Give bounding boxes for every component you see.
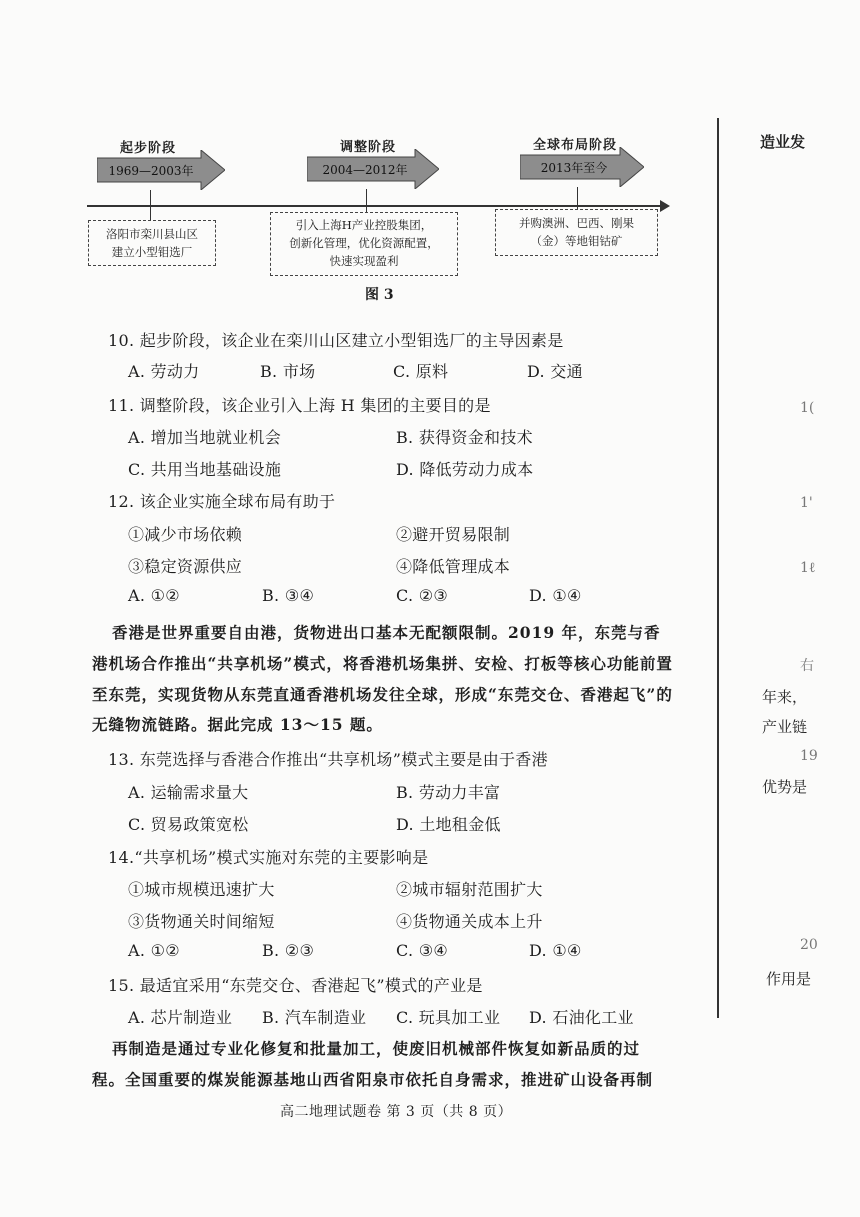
question-10-option-b: B. 市场 bbox=[260, 362, 316, 381]
question-15-option-a: A. 芯片制造业 bbox=[128, 1008, 233, 1027]
right-fragment: 1' bbox=[800, 495, 813, 511]
stage-2-desc-line: 创新化管理，优化资源配置， bbox=[289, 236, 439, 250]
question-10-stem: 10. 起步阶段，该企业在栾川山区建立小型钼选厂的主导因素是 bbox=[108, 331, 564, 350]
question-13-option-d: D. 土地租金低 bbox=[396, 815, 501, 834]
stage-1-period: 1969—2003年 bbox=[108, 163, 194, 178]
question-14-item-3: ③货物通关时间缩短 bbox=[128, 912, 275, 931]
question-14-item-2: ②城市辐射范围扩大 bbox=[396, 880, 543, 899]
question-14-option-d: D. ①④ bbox=[529, 941, 582, 960]
question-11-option-a: A. 增加当地就业机会 bbox=[128, 428, 282, 447]
stage-1-desc-line: 洛阳市栾川县山区 bbox=[106, 227, 198, 241]
question-14-option-a: A. ①② bbox=[128, 941, 180, 960]
page-footer: 高二地理试题卷 第 3 页（共 8 页） bbox=[280, 1104, 513, 1120]
stage-3-description bbox=[495, 209, 658, 256]
question-13-option-c: C. 贸易政策宽松 bbox=[128, 815, 249, 834]
question-15-option-c: C. 玩具加工业 bbox=[396, 1008, 501, 1027]
question-12-option-d: D. ①④ bbox=[529, 586, 582, 605]
question-12-option-c: C. ②③ bbox=[396, 586, 449, 605]
right-fragment: 19 bbox=[800, 748, 818, 764]
stage-3-period: 2013年至今 bbox=[540, 160, 608, 175]
timeline-axis bbox=[87, 205, 662, 207]
stage-1-desc-line: 建立小型钼选厂 bbox=[111, 245, 193, 259]
question-14-item-1: ①城市规模迅速扩大 bbox=[128, 880, 275, 899]
stage-1-arrow bbox=[97, 150, 225, 190]
stage-2-desc-line: 快速实现盈利 bbox=[329, 254, 399, 268]
stage-1-title: 起步阶段 bbox=[120, 141, 177, 156]
stage-1-description bbox=[88, 220, 216, 266]
passage-line: 港机场合作推出“共享机场”模式，将香港机场集拼、安检、打板等核心功能前置 bbox=[92, 654, 673, 673]
question-11-option-b: B. 获得资金和技术 bbox=[396, 428, 533, 447]
question-11-option-d: D. 降低劳动力成本 bbox=[396, 460, 534, 479]
right-fragment: 1( bbox=[800, 400, 815, 416]
timeline-tick-3 bbox=[577, 187, 578, 210]
question-12-item-3: ③稳定资源供应 bbox=[128, 557, 243, 576]
stage-2-period: 2004—2012年 bbox=[322, 162, 408, 177]
question-13-option-a: A. 运输需求量大 bbox=[128, 783, 249, 802]
stage-3-title: 全球布局阶段 bbox=[533, 138, 618, 153]
question-14-stem: 14.“共享机场”模式实施对东莞的主要影响是 bbox=[108, 848, 429, 867]
question-12-item-2: ②避开贸易限制 bbox=[396, 525, 511, 544]
question-15-option-b: B. 汽车制造业 bbox=[262, 1008, 367, 1027]
right-fragment: 20 bbox=[800, 937, 818, 953]
question-11-option-c: C. 共用当地基础设施 bbox=[128, 460, 282, 479]
question-14-option-c: C. ③④ bbox=[396, 941, 449, 960]
right-fragment: 作用是 bbox=[766, 970, 812, 988]
timeline-tick-2 bbox=[366, 189, 367, 214]
passage-line: 无缝物流链路。据此完成 13～15 题。 bbox=[92, 715, 383, 734]
stage-2-desc-line: 引入上海H产业控股集团， bbox=[295, 218, 433, 232]
timeline-tick-1 bbox=[150, 190, 151, 220]
right-fragment: 右 bbox=[800, 658, 814, 674]
question-14-option-b: B. ②③ bbox=[262, 941, 315, 960]
right-fragment: 1ℓ bbox=[800, 560, 816, 576]
question-12-item-4: ④降低管理成本 bbox=[396, 557, 511, 576]
question-10-option-a: A. 劳动力 bbox=[128, 362, 200, 381]
stage-2-arrow bbox=[307, 149, 439, 189]
question-15-option-d: D. 石油化工业 bbox=[529, 1008, 634, 1027]
question-13-stem: 13. 东莞选择与香港合作推出“共享机场”模式主要是由于香港 bbox=[108, 750, 548, 769]
question-13-option-b: B. 劳动力丰富 bbox=[396, 783, 501, 802]
stage-3-arrow bbox=[520, 147, 644, 187]
stage-2-description bbox=[270, 212, 458, 276]
timeline-arrowhead bbox=[660, 200, 670, 212]
question-10-option-d: D. 交通 bbox=[527, 362, 583, 381]
passage-line: 再制造是通过专业化修复和批量加工，使废旧机械部件恢复如新品质的过 bbox=[112, 1039, 641, 1058]
question-11-stem: 11. 调整阶段，该企业引入上海 H 集团的主要目的是 bbox=[108, 396, 491, 415]
stage-3-desc-line: 并购澳洲、巴西、刚果 bbox=[519, 216, 634, 230]
stage-2-title: 调整阶段 bbox=[340, 140, 397, 155]
question-12-stem: 12. 该企业实施全球布局有助于 bbox=[108, 492, 336, 511]
stage-3-desc-line: （金）等地钼钴矿 bbox=[530, 234, 623, 248]
question-10-option-c: C. 原料 bbox=[393, 362, 449, 381]
right-fragment: 年来， bbox=[762, 688, 808, 706]
passage-line: 程。全国重要的煤炭能源基地山西省阳泉市依托自身需求，推进矿山设备再制 bbox=[92, 1070, 654, 1089]
passage-line: 至东莞，实现货物从东莞直通香港机场发往全球，形成“东莞交仓、香港起飞”的 bbox=[92, 685, 673, 704]
question-12-option-b: B. ③④ bbox=[262, 586, 315, 605]
right-fragment: 优势是 bbox=[762, 778, 808, 796]
figure-caption: 图 3 bbox=[365, 287, 394, 303]
question-12-item-1: ①减少市场依赖 bbox=[128, 525, 243, 544]
question-12-option-a: A. ①② bbox=[128, 586, 180, 605]
passage-line: 香港是世界重要自由港，货物进出口基本无配额限制。2019 年，东莞与香 bbox=[112, 623, 661, 642]
question-14-item-4: ④货物通关成本上升 bbox=[396, 912, 543, 931]
column-divider bbox=[717, 118, 719, 1018]
right-fragment: 产业链 bbox=[762, 718, 808, 736]
question-15-stem: 15. 最适宜采用“东莞交仓、香港起飞”模式的产业是 bbox=[108, 976, 483, 995]
right-fragment: 造业发 bbox=[760, 133, 806, 151]
